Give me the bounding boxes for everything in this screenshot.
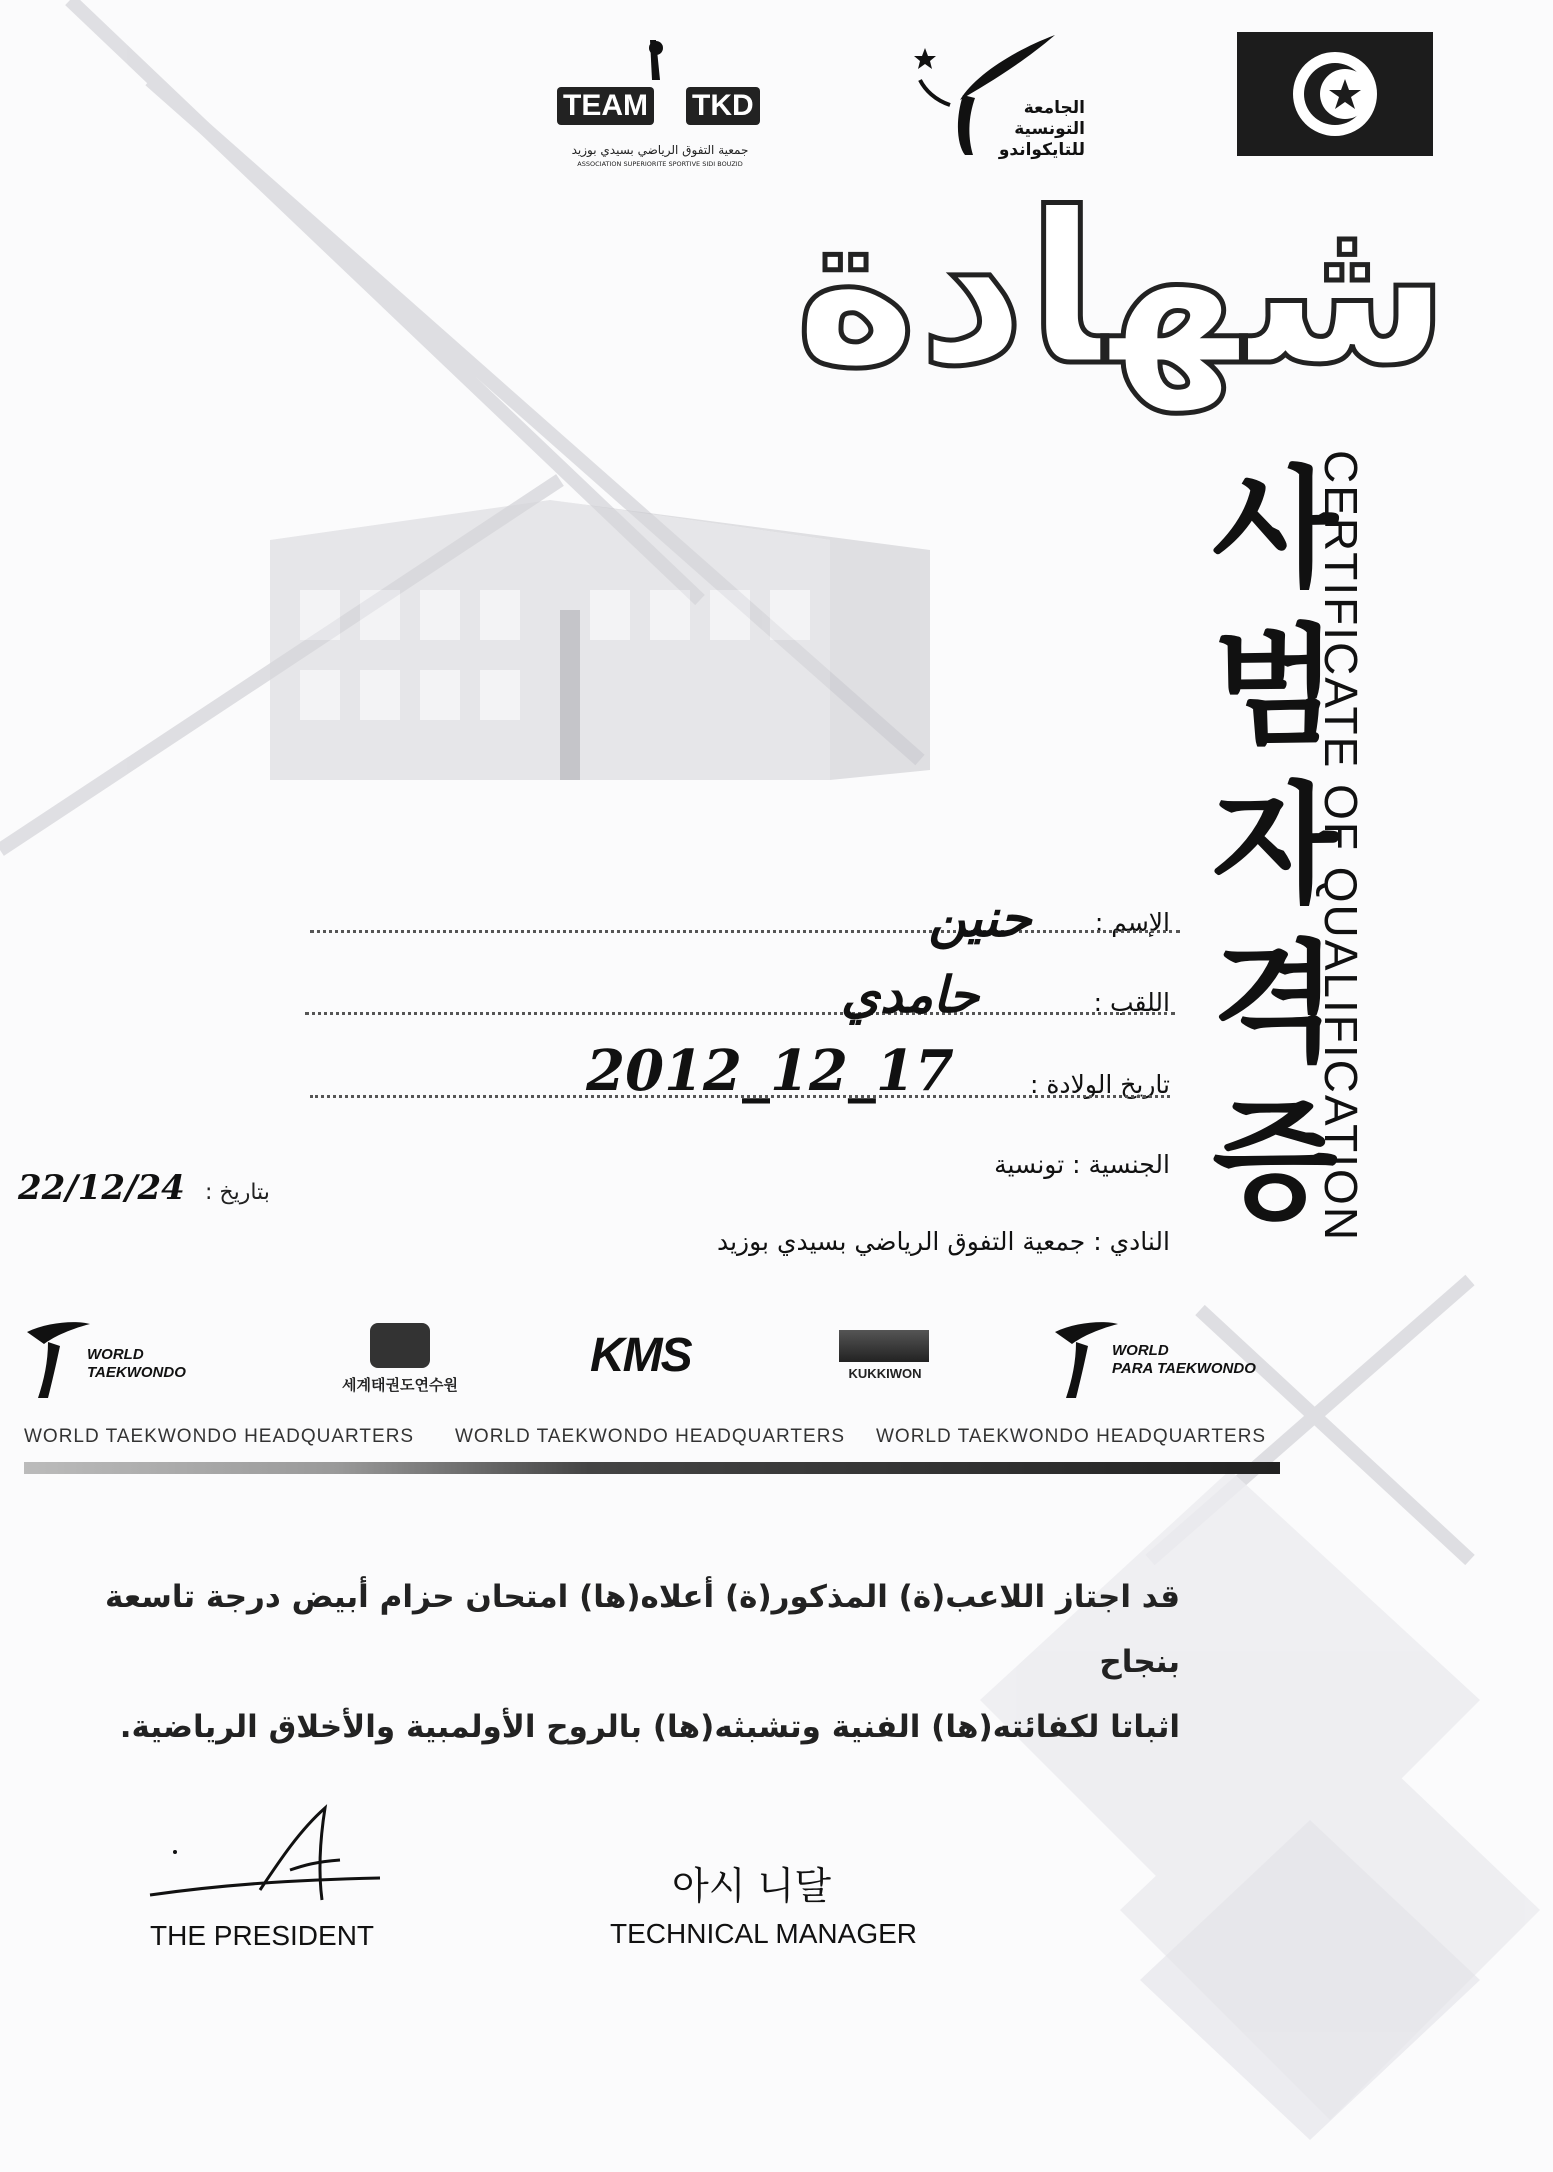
nationality-field: الجنسية : تونسية xyxy=(994,1150,1170,1179)
name-value: حنين xyxy=(928,888,1032,949)
issue-date-label: بتاريخ : xyxy=(205,1180,270,1205)
president-label: THE PRESIDENT xyxy=(150,1920,375,1951)
wt-training-center-logo xyxy=(335,1318,465,1398)
technical-manager-name: 아시 니달 xyxy=(672,1864,831,1908)
world-taekwondo-logo xyxy=(22,1320,222,1400)
english-title: CERTIFICATE OF QUALIFICATION xyxy=(1315,450,1367,1243)
club-logo-latin: ASSOCIATION SUPERIORITE SPORTIVE SIDI BOUZID xyxy=(577,160,743,168)
kukkiwon-logo xyxy=(835,1330,935,1390)
english-title-wrap xyxy=(1315,450,1408,1280)
world-taekwondo-icon xyxy=(22,1320,92,1400)
wt-line1: WORLD xyxy=(87,1346,144,1363)
kukkiwon-icon xyxy=(839,1330,929,1362)
world-para-taekwondo-icon xyxy=(1050,1320,1120,1400)
hq-caption: WORLD TAEKWONDO HEADQUARTERS xyxy=(455,1426,846,1447)
wpt-line2: PARA TAEKWONDO xyxy=(1112,1360,1256,1377)
wt-training-center-korean: 세계태권도연수원 xyxy=(342,1376,458,1394)
certification-statement xyxy=(20,1565,1180,1760)
hq-caption: WORLD TAEKWONDO HEADQUARTERS xyxy=(876,1426,1267,1447)
divider-bar xyxy=(24,1462,1280,1474)
tunisia-flag-icon xyxy=(1237,32,1433,156)
club-field: النادي : جمعية التفوق الرياضي بسيدي بوزيد xyxy=(716,1227,1170,1256)
building-watermark xyxy=(230,480,960,840)
technical-manager-label: TECHNICAL MANAGER xyxy=(610,1918,918,1949)
name-label: الإسم : xyxy=(1094,908,1170,937)
dob-value: 2012_12_17 xyxy=(586,1038,954,1104)
dob-label: تاريخ الولادة : xyxy=(1029,1070,1170,1099)
club-logo-arabic: جمعية التفوق الرياضي بسيدي بوزيد xyxy=(571,143,749,157)
issue-date-value: 22/12/24 xyxy=(18,1168,185,1208)
korean-title-char: 자 xyxy=(1212,769,1338,921)
kms-text: KMS xyxy=(590,1329,691,1382)
surname-label: اللقب : xyxy=(1093,988,1170,1017)
world-para-taekwondo-logo xyxy=(1050,1320,1280,1400)
statement-line: قد اجتاز اللاعب(ة) المذكور(ة) أعلاه(ها) امتحان حزام أبيض درجة تاسعة بنجاح xyxy=(105,1579,1180,1680)
wt-training-center-icon xyxy=(370,1323,430,1368)
club-logo-tkd: TKD xyxy=(686,87,760,125)
hq-caption: WORLD TAEKWONDO HEADQUARTERS xyxy=(24,1426,415,1447)
president-signature-icon xyxy=(140,1800,400,1910)
wt-line2: TAEKWONDO xyxy=(87,1364,186,1381)
kukkiwon-text: KUKKIWON xyxy=(848,1366,922,1381)
federation-name: الجامعة التونسية للتايكواندو xyxy=(998,98,1085,160)
korean-title-char: 사 xyxy=(1212,453,1338,605)
surname-value: حامدي xyxy=(840,965,980,1024)
surname-dotted-line xyxy=(305,1012,1175,1015)
korean-title-char: 격 xyxy=(1212,927,1338,1079)
club-logo-team: TEAM xyxy=(557,87,654,125)
wpt-line1: WORLD xyxy=(1112,1342,1169,1359)
statement-line: اثباتا لكفائته(ها) الفنية وتشبثه(ها) بالروح الأولمبية والأخلاق الرياضية. xyxy=(119,1709,1180,1745)
korean-title-char: 범 xyxy=(1212,611,1338,763)
arabic-title: شهادة xyxy=(794,167,1450,412)
kms-logo xyxy=(590,1328,720,1388)
korean-title-char: 증 xyxy=(1212,1085,1338,1237)
